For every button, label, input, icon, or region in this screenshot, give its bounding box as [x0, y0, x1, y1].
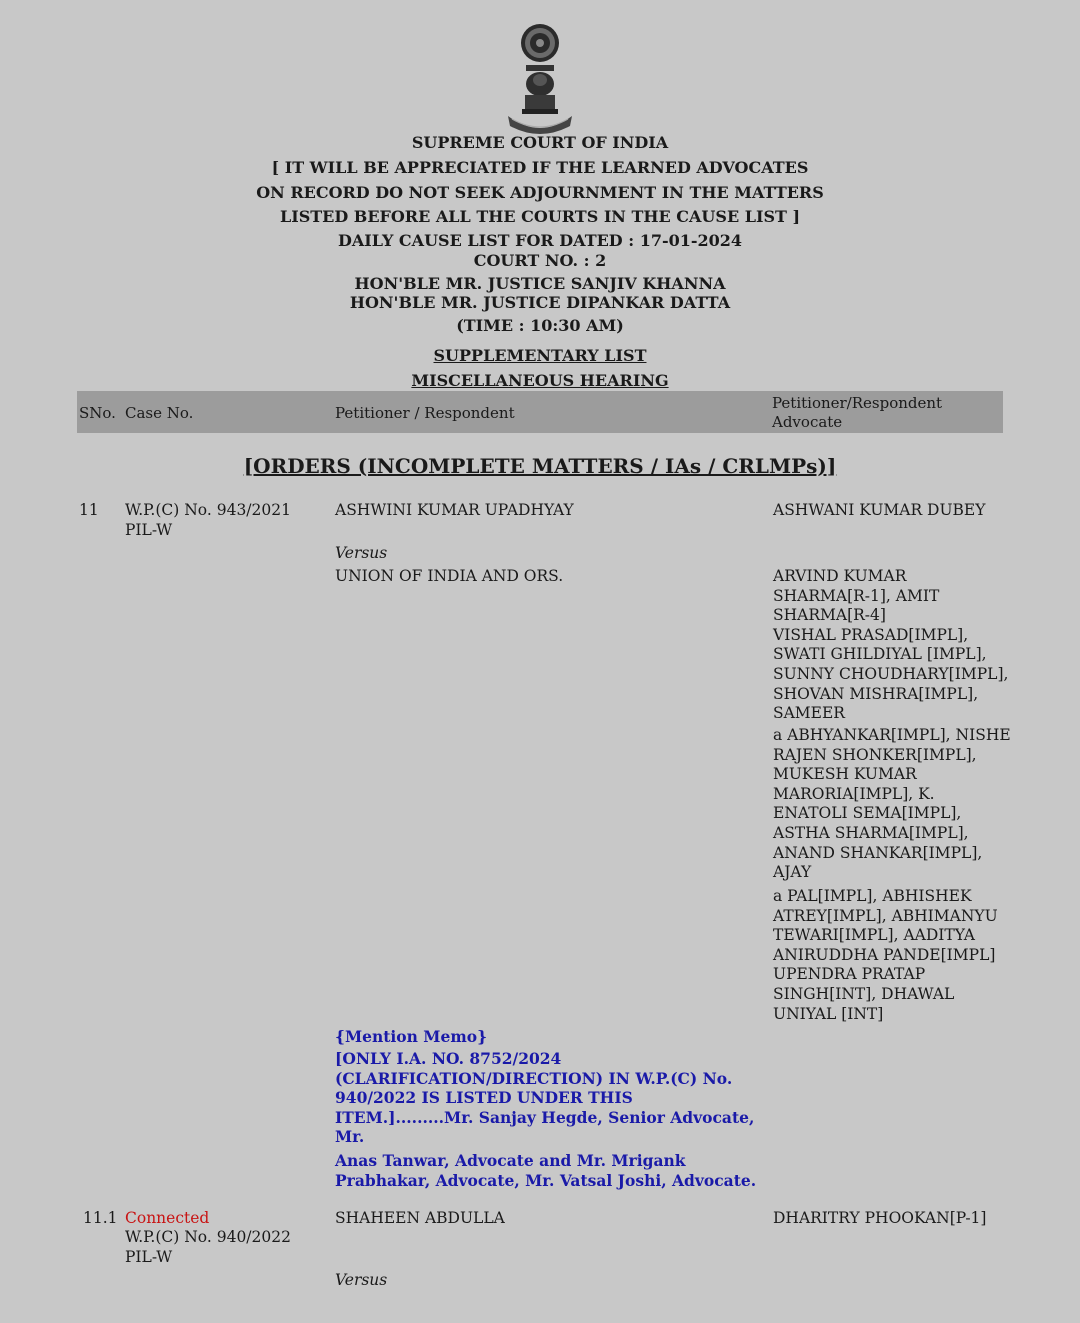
col-sno: SNo.	[79, 404, 116, 422]
hearing-time: (TIME : 10:30 AM)	[456, 316, 624, 335]
item-11-versus: Versus	[335, 544, 388, 562]
item-11-sno: 11	[79, 501, 99, 519]
item-11-1-versus: Versus	[335, 1271, 388, 1289]
col-advocate-line1: Petitioner/Respondent	[772, 394, 943, 412]
item-11-respondent: UNION OF INDIA AND ORS.	[335, 567, 564, 585]
list-type: SUPPLEMENTARY LIST	[433, 346, 647, 365]
court-name: SUPREME COURT OF INDIA	[411, 133, 669, 152]
col-case-no: Case No.	[125, 404, 194, 422]
section-title: [ORDERS (INCOMPLETE MATTERS / IAs / CRLMPs)]	[243, 454, 837, 478]
hearing-type: MISCELLANEOUS HEARING	[411, 371, 669, 390]
item-11-1-case-type: PIL-W	[125, 1248, 173, 1266]
mention-memo-body-1: [ONLY I.A. NO. 8752/2024 (CLARIFICATION/DIRECTION) IN W.P.(C) No. 940/2022 IS LISTED UNDER THIS ITEM.].........Mr. Sanjay Hegde, Senior Advocate, Mr.	[335, 1049, 755, 1147]
column-header-bar	[77, 391, 1003, 433]
item-11-1-case-no: W.P.(C) No. 940/2022	[125, 1228, 291, 1246]
mention-memo-body-2: Anas Tanwar, Advocate and Mr. Mrigank Prabhakar, Advocate, Mr. Vatsal Joshi, Advocate.	[335, 1151, 757, 1190]
item-11-1-sno: 11.1	[83, 1209, 118, 1227]
item-11-respondent-advocates-1: ARVIND KUMAR SHARMA[R-1], AMIT SHARMA[R-4] VISHAL PRASAD[IMPL], SWATI GHILDIYAL [IMPL], SUNNY CHOUDHARY[IMPL], SHOVAN MISHRA[IMPL], SAMEER	[773, 567, 1009, 723]
notice-line-1: [ IT WILL BE APPRECIATED IF THE LEARNED ADVOCATES	[271, 158, 809, 177]
item-11-1-petitioner-advocate: DHARITRY PHOOKAN[P-1]	[773, 1209, 987, 1227]
item-11-1-petitioner: SHAHEEN ABDULLA	[335, 1209, 505, 1227]
item-11-petitioner-advocate: ASHWANI KUMAR DUBEY	[773, 501, 986, 519]
col-advocate-line2: Advocate	[772, 413, 843, 431]
item-11-respondent-advocates-3: a PAL[IMPL], ABHISHEK ATREY[IMPL], ABHIMANYU TEWARI[IMPL], AADITYA ANIRUDDHA PANDE[IMPL] UPENDRA PRATAP SINGH[INT], DHAWAL UNIYAL [INT]	[773, 887, 998, 1023]
judge-2: HON'BLE MR. JUSTICE DIPANKAR DATTA	[349, 293, 731, 312]
judge-1: HON'BLE MR. JUSTICE SANJIV KHANNA	[354, 274, 726, 293]
item-11-respondent-advocates-2: a ABHYANKAR[IMPL], NISHE RAJEN SHONKER[IMPL], MUKESH KUMAR MARORIA[IMPL], K. ENATOLI SEMA[IMPL], ASTHA SHARMA[IMPL], ANAND SHANKAR[IMPL], AJAY	[773, 726, 1011, 882]
item-11-case-type: PIL-W	[125, 521, 173, 539]
cause-list-date: DAILY CAUSE LIST FOR DATED : 17-01-2024	[337, 231, 743, 250]
item-11-case-no: W.P.(C) No. 943/2021	[125, 501, 291, 519]
connected-label: Connected	[125, 1209, 210, 1227]
item-11-petitioner: ASHWINI KUMAR UPADHYAY	[335, 501, 574, 519]
mention-memo-title: {Mention Memo}	[335, 1027, 488, 1046]
notice-line-3: LISTED BEFORE ALL THE COURTS IN THE CAUSE LIST ]	[279, 207, 801, 226]
court-emblem	[500, 18, 580, 136]
col-parties: Petitioner / Respondent	[335, 404, 515, 422]
notice-line-2: ON RECORD DO NOT SEEK ADJOURNMENT IN THE MATTERS	[256, 183, 824, 202]
court-number: COURT NO. : 2	[473, 251, 607, 270]
